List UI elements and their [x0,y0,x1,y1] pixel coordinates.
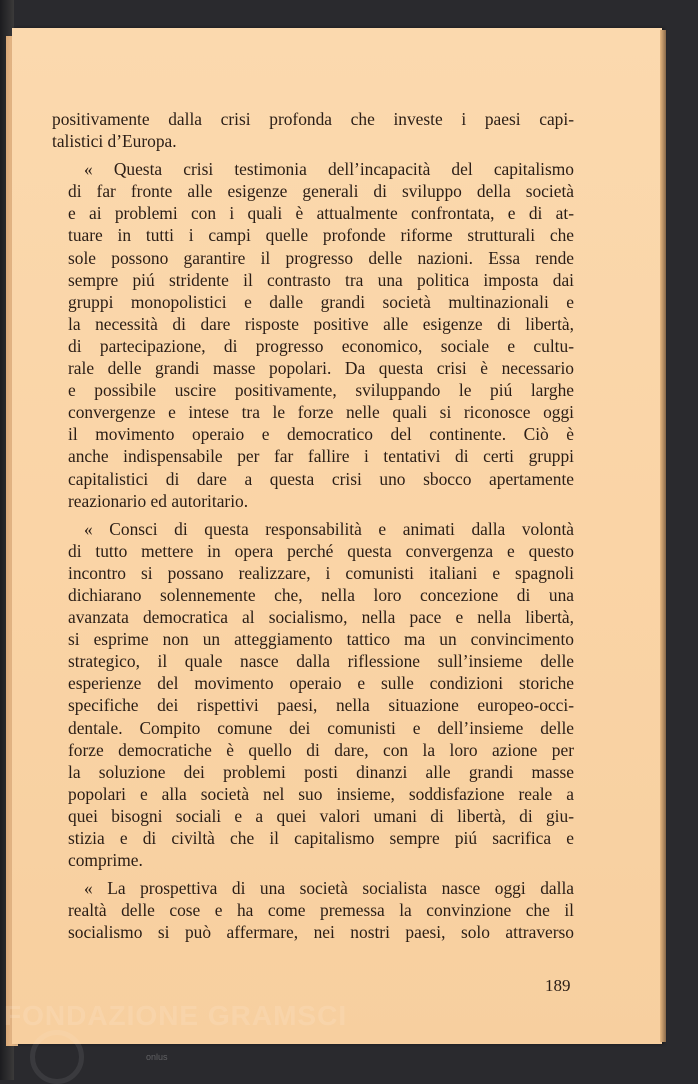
text-line: forze democratiche è quello di dare, con la loro azione per [68,739,574,760]
text-line: specifiche dei rispettivi paesi, nella situazione europeo-occi- [68,695,574,716]
watermark-logo-icon [30,1030,84,1084]
paragraph [52,158,574,512]
text-line: anche indispensabile per far fallire i tentativi di certi gruppi [68,446,574,467]
text-line: dichiarano solennemente che, nella loro concezione di una [68,584,574,605]
text-line: « La prospettiva di una società socialista nasce oggi dalla [84,878,574,899]
text-line: e ai problemi con i quali è attualmente confrontata, e di at- [68,203,574,224]
text-line: esperienze del movimento operaio e sulle condizioni storiche [68,673,574,694]
text-line: stizia e di civiltà che il capitalismo sempre piú sacrifica e [68,828,574,848]
text-line: incontro si possano realizzare, i comunisti italiani e spagnoli [68,562,574,583]
text-line: capitalistici di dare a questa crisi uno sbocco apertamente [68,468,574,489]
text-line: gruppi monopolistici e dalle grandi società multinazionali e [68,291,574,312]
text-line: realtà delle cose e ha come premessa la convinzione che il [68,900,574,921]
text-line: dentale. Compito comune dei comunisti e dell’insieme delle [68,717,574,738]
text-line: di partecipazione, di progresso economico, sociale e cultu- [68,335,574,356]
text-line: « Consci di questa responsabilità e animati dalla volontà [84,518,574,539]
text-line: sempre piú stridente il contrasto tra una politica imposta dai [68,269,574,290]
text-line: la necessità di dare risposte positive alle esigenze di libertà, [68,313,574,334]
text-line: « Questa crisi testimonia dell’incapacità del capitalismo [84,159,574,180]
text-line: e possibile uscire positivamente, sviluppando le piú larghe [68,380,574,401]
text-line: avanzata democratica al socialismo, nella pace e nella libertà, [68,607,574,628]
text-line: comprime. [68,850,143,871]
text-line: rale delle grandi masse popolari. Da questa crisi è necessario [68,358,574,379]
page-right-edge [660,30,666,1042]
text-line: socialismo si può affermare, nei nostri paesi, solo attraverso [68,922,574,943]
body-text [52,108,574,949]
text-line: strategico, il quale nasce dalla riflessione sull’insieme delle [68,651,574,672]
text-line: la soluzione dei problemi posti dinanzi alle grandi masse [68,761,574,782]
text-line: il movimento operaio e democratico del continente. Ciò è [68,424,574,445]
paragraph [52,108,574,152]
text-line: di far fronte alle esigenze generali di sviluppo della società [68,181,574,202]
watermark-text: FONDAZIONE GRAMSCI [4,1000,348,1031]
paragraph [52,518,574,872]
text-line: popolari e alla società nel suo insieme, soddisfazione reale a [68,783,574,804]
text-line: convergenze e intese tra le forze nelle quali si riconosce oggi [68,402,574,423]
text-line: reazionario ed autoritario. [68,490,249,511]
text-line: tuare in tutti i campi quelle profonde riforme strutturali che [68,225,574,246]
text-line: di tutto mettere in opera perché questa convergenza e questo [68,540,574,561]
text-line: talistici d’Europa. [52,131,177,152]
paragraph [52,877,574,943]
text-line: positivamente dalla crisi profonda che investe i paesi capi- [52,109,574,129]
page-number: 189 [545,976,571,995]
text-line: quei bisogni sociali e a quei valori umani di libertà, di giu- [68,805,574,826]
watermark-subtext: onlus [146,1052,168,1062]
text-line: sole possono garantire il progresso delle nazioni. Essa rende [68,247,574,268]
text-line: si esprime non un atteggiamento tattico ma un convincimento [68,629,574,650]
